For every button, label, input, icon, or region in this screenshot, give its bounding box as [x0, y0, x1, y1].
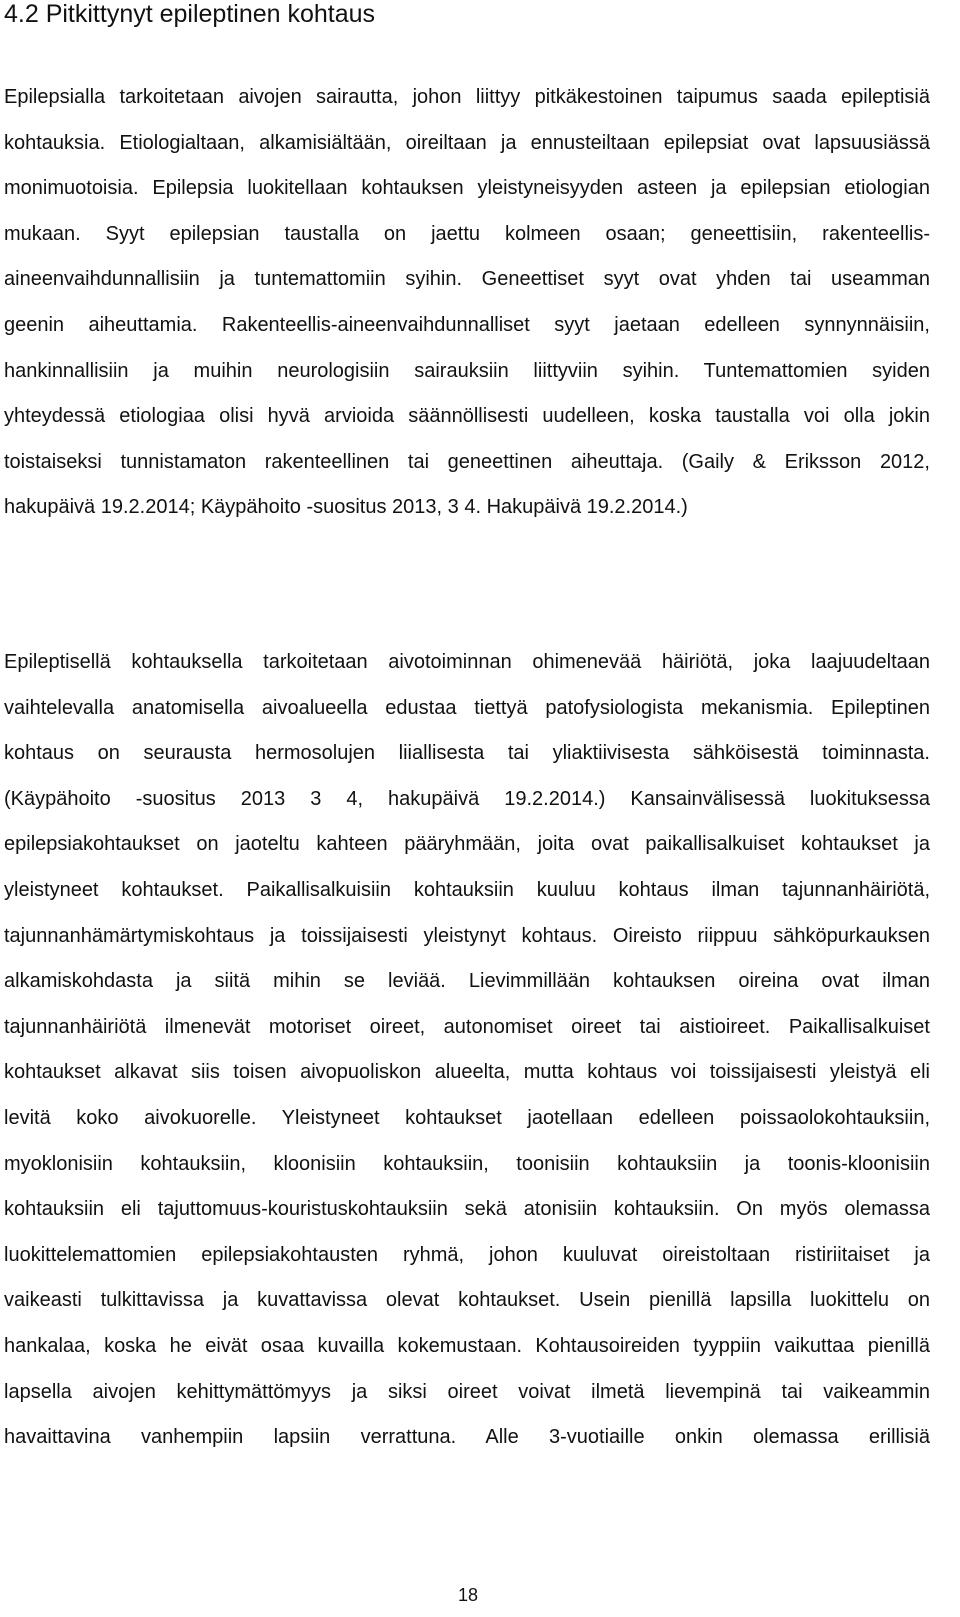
text-line: mukaan. Syyt epilepsian taustalla on jaettu kolmeen osaan; geneettisiin, rakenteellis- [4, 222, 930, 245]
text-line: Epileptisellä kohtauksella tarkoitetaan aivotoiminnan ohimenevää häiriötä, joka laajuudeltaan [4, 651, 930, 673]
text-line: monimuotoisia. Epilepsia luokitellaan kohtauksen yleistyneisyyden asteen ja epilepsian etiologian [4, 177, 930, 200]
text-line: kohtauksia. Etiologialtaan, alkamisiältään, oireiltaan ja ennusteiltaan epilepsiat ovat lapsuusiässä [4, 131, 930, 154]
text-line: alkamiskohdasta ja siitä mihin se leviää. Lievimmillään kohtauksen oireina ovat ilman [4, 970, 930, 993]
text-line: vaihtelevalla anatomisella aivoalueella edustaa tiettyä patofysiologista mekanismia. Epileptinen [4, 696, 930, 719]
text-line: kohtauksiin eli tajuttomuus-kouristuskohtauksiin sekä atonisiin kohtauksiin. On myös olemassa [4, 1198, 930, 1221]
text-line: levitä koko aivokuorelle. Yleistyneet kohtaukset jaotellaan edelleen poissaolokohtauksiin, [4, 1106, 930, 1129]
text-line: (Käypähoito -suositus 2013 3 4, hakupäivä 19.2.2014.) Kansainvälisessä luokituksessa [4, 787, 930, 810]
text-line: kohtaus on seurausta hermosolujen liiallisesta tai yliaktiivisesta sähköisestä toiminnasta. [4, 742, 930, 765]
page-number: 18 [457, 1585, 479, 1605]
text-line: geenin aiheuttamia. Rakenteellis-aineenvaihdunnalliset syyt jaetaan edelleen synnynnäisiin, [4, 313, 930, 336]
text-line: Epilepsialla tarkoitetaan aivojen sairautta, johon liittyy pitkäkestoinen taipumus saada epileptisiä [4, 86, 930, 108]
text-line: kohtaukset alkavat siis toisen aivopuoliskon alueelta, mutta kohtaus voi toissijaisesti yleistyä eli [4, 1061, 930, 1084]
text-line: vaikeasti tulkittavissa ja kuvattavissa olevat kohtaukset. Usein pienillä lapsilla luokittelu on [4, 1289, 930, 1312]
section-heading: 4.2 Pitkittynyt epileptinen kohtaus [4, 0, 376, 28]
text-line: yleistyneet kohtaukset. Paikallisalkuisiin kohtauksiin kuuluu kohtaus ilman tajunnanhäiriötä, [4, 878, 930, 901]
text-line: yhteydessä etiologiaa olisi hyvä arvioida säännöllisesti uudelleen, koska taustalla voi olla jokin [4, 405, 930, 428]
text-line: tajunnanhäiriötä ilmenevät motoriset oireet, autonomiset oireet tai aistioireet. Paikallisalkuiset [4, 1015, 930, 1038]
text-line: toistaiseksi tunnistamaton rakenteellinen tai geneettinen aiheuttaja. (Gaily & Eriksson 2012, [4, 450, 930, 473]
text-line: luokittelemattomien epilepsiakohtausten ryhmä, johon kuuluvat oireistoltaan ristiriitaiset ja [4, 1243, 930, 1266]
text-line: havaittavina vanhempiin lapsiin verrattuna. Alle 3-vuotiaille onkin olemassa erillisiä [4, 1426, 930, 1449]
text-line: aineenvaihdunnallisiin ja tuntemattomiin syihin. Geneettiset syyt ovat yhden tai useamman [4, 268, 930, 291]
text-line: myoklonisiin kohtauksiin, kloonisiin kohtauksiin, toonisiin kohtauksiin ja toonis-kloonisiin [4, 1152, 930, 1175]
text-line: lapsella aivojen kehittymättömyys ja siksi oireet voivat ilmetä lievempinä tai vaikeammin [4, 1380, 930, 1403]
text-line: tajunnanhämärtymiskohtaus ja toissijaisesti yleistynyt kohtaus. Oireisto riippuu sähköpurkauksen [4, 924, 930, 947]
paragraph-epilepsy-definition [4, 83, 930, 539]
text-line: hankalaa, koska he eivät osaa kuvailla kokemustaan. Kohtausoireiden tyyppiin vaikuttaa pienillä [4, 1334, 930, 1357]
text-line: hakupäivä 19.2.2014; Käypähoito -suositus 2013, 3 4. Hakupäivä 19.2.2014.) [4, 496, 688, 519]
text-line: epilepsiakohtaukset on jaoteltu kahteen pääryhmään, joita ovat paikallisalkuiset kohtaukset ja [4, 833, 930, 856]
paragraph-epileptic-seizure [4, 648, 930, 1469]
text-line: hankinnallisiin ja muihin neurologisiin sairauksiin liittyviin syihin. Tuntemattomien syiden [4, 359, 930, 382]
